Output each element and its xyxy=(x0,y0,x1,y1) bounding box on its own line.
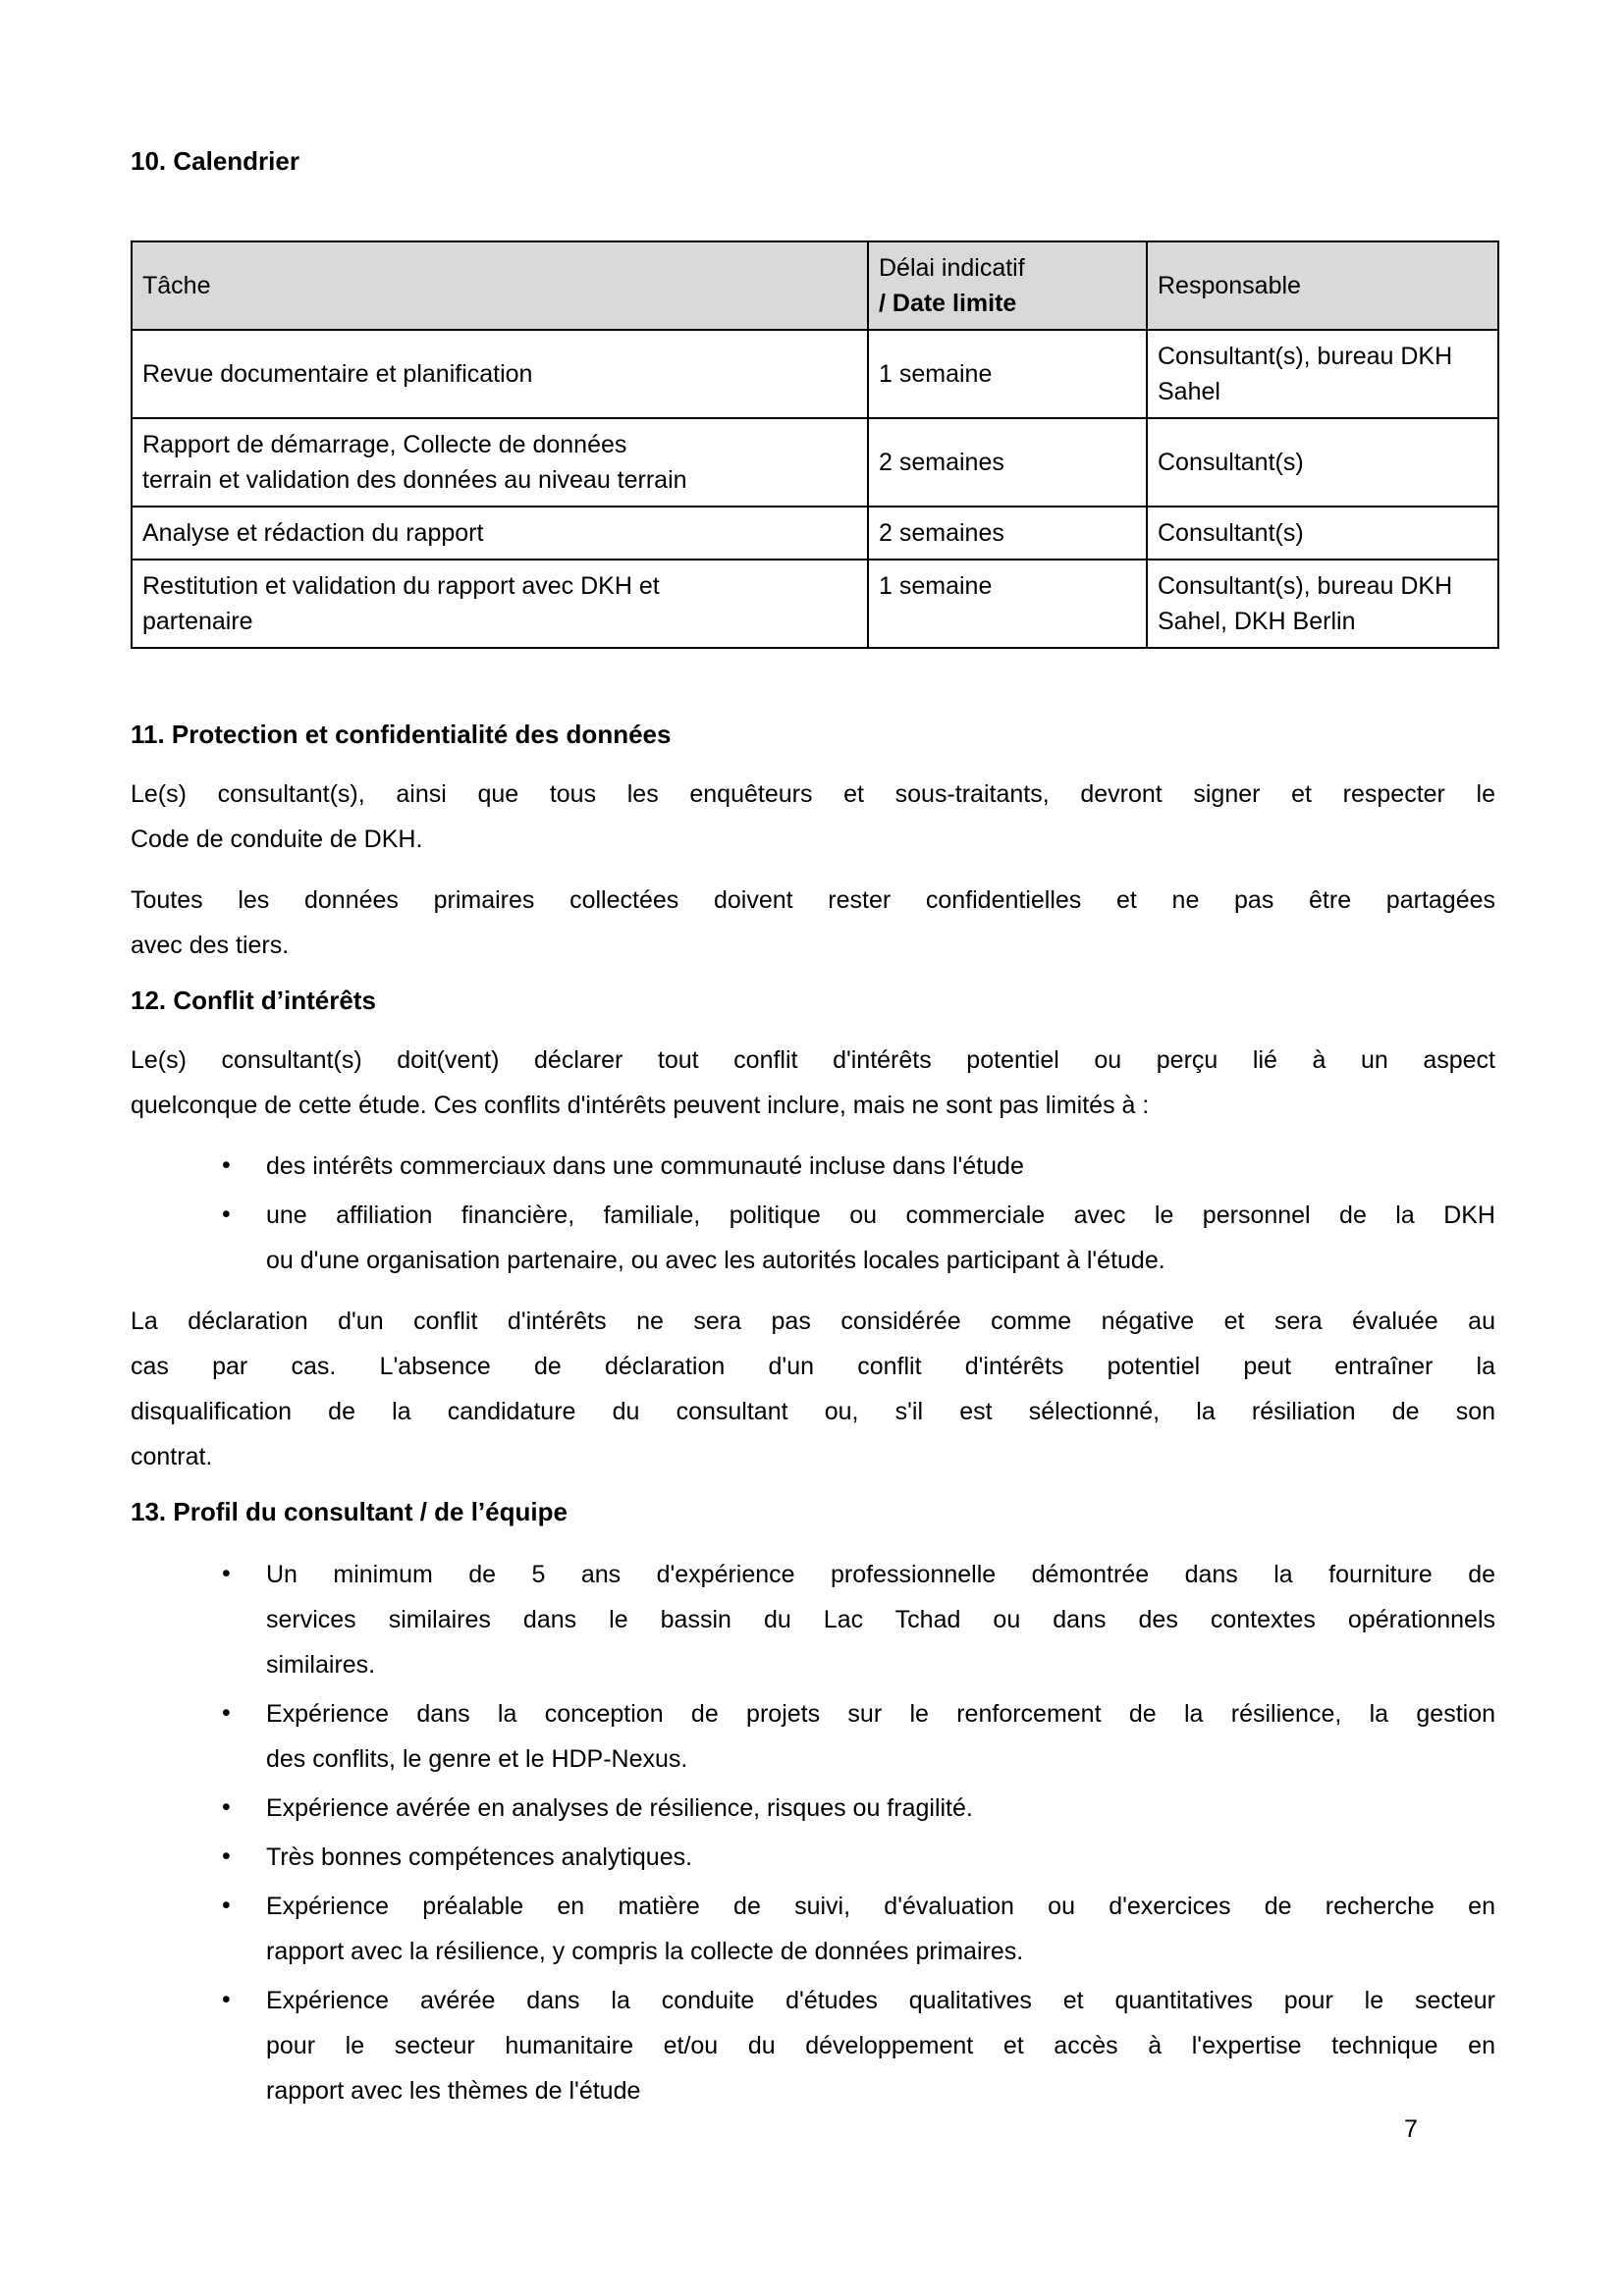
paragraph xyxy=(131,1038,1495,1128)
responsable-cell xyxy=(1147,560,1498,648)
paragraph xyxy=(131,878,1495,968)
task-text: Revue documentaire et planification xyxy=(142,360,533,388)
list-item-line: Expérience dans la conception de projets sur le renforcement de la résilience, la gestion xyxy=(266,1700,1495,1728)
delai-cell xyxy=(868,560,1147,648)
list-item xyxy=(131,1691,1495,1782)
delai-cell xyxy=(868,418,1147,507)
bullet-icon: • xyxy=(222,1842,231,1870)
responsable-text: Consultant(s) xyxy=(1158,449,1304,476)
list-item xyxy=(131,1884,1495,1974)
section-12-title: 12. Conflit d’intérêts xyxy=(131,986,376,1015)
paragraph-line: Le(s) consultant(s), ainsi que tous les enquêteurs et sous-traitants, devront signer et respecter le xyxy=(131,780,1495,808)
responsable-cell xyxy=(1147,507,1498,560)
paragraph-line: contrat. xyxy=(131,1443,213,1470)
paragraph-line: quelconque de cette étude. Ces conflits d'intérêts peuvent inclure, mais ne sont pas limités à : xyxy=(131,1092,1150,1119)
responsable-cell xyxy=(1147,418,1498,507)
task-text: Rapport de démarrage, Collecte de données xyxy=(142,431,627,458)
section-13-title: 13. Profil du consultant / de l’équipe xyxy=(131,1497,568,1526)
delai-text: 1 semaine xyxy=(879,360,993,388)
delai-text: 2 semaines xyxy=(879,519,1004,547)
list-item-line: Expérience avérée en analyses de résilience, risques ou fragilité. xyxy=(266,1794,973,1822)
bullet-icon: • xyxy=(222,1986,231,2013)
paragraph-line: cas par cas. L'absence de déclaration d'un conflit d'intérêts potentiel peut entraîner la xyxy=(131,1353,1495,1380)
responsable-text: Consultant(s) xyxy=(1158,519,1304,547)
task-text: Restitution et validation du rapport avec DKH et xyxy=(142,572,660,600)
table-row xyxy=(132,507,1498,560)
table-header-delai xyxy=(868,241,1147,330)
list-item xyxy=(131,1193,1495,1283)
delai-text: 2 semaines xyxy=(879,449,1004,476)
list-item-line: Expérience préalable en matière de suivi, d'évaluation ou d'exercices de recherche en xyxy=(266,1893,1495,1920)
responsable-text: Sahel, DKH Berlin xyxy=(1158,608,1356,635)
list-item xyxy=(131,1978,1495,2113)
table-row xyxy=(132,560,1498,648)
delai-text: 1 semaine xyxy=(879,572,993,600)
task-cell xyxy=(132,507,868,560)
document-content xyxy=(131,0,1495,2129)
list-item-line: Expérience avérée dans la conduite d'études qualitatives et quantitatives pour le secteur xyxy=(266,1987,1495,2014)
list-item-line: une affiliation financière, familiale, politique ou commerciale avec le personnel de la DKH xyxy=(266,1201,1495,1229)
delai-cell xyxy=(868,330,1147,418)
list-item-line: Un minimum de 5 ans d'expérience professionnelle démontrée dans la fourniture de xyxy=(266,1561,1495,1588)
list-item-line: ou d'une organisation partenaire, ou avec les autorités locales participant à l'étude. xyxy=(266,1247,1165,1274)
paragraph xyxy=(131,1299,1495,1479)
bullet-icon: • xyxy=(222,1151,231,1179)
table-header-delai-line2: / Date limite xyxy=(879,290,1017,317)
paragraph-line: avec des tiers. xyxy=(131,932,290,959)
paragraph xyxy=(131,772,1495,862)
calendar-table xyxy=(131,240,1499,649)
section-10-title: 10. Calendrier xyxy=(131,146,299,176)
bullet-list xyxy=(131,1144,1495,1283)
task-cell xyxy=(132,418,868,507)
table-row xyxy=(132,330,1498,418)
list-item-line: services similaires dans le bassin du Lac Tchad ou dans des contextes opérationnels xyxy=(266,1606,1495,1633)
responsable-text: Consultant(s), bureau DKH xyxy=(1158,343,1453,370)
bullet-icon: • xyxy=(222,1560,231,1587)
responsable-cell xyxy=(1147,330,1498,418)
bullet-icon: • xyxy=(222,1793,231,1821)
section-11-title: 11. Protection et confidentialité des données xyxy=(131,720,672,749)
paragraph-line: Toutes les données primaires collectées doivent rester confidentielles et ne pas être partagées xyxy=(131,886,1495,914)
table-header-responsable xyxy=(1147,241,1498,330)
bullet-list xyxy=(131,1552,1495,2113)
table-header-delai-line1: Délai indicatif xyxy=(879,254,1025,282)
bullet-icon: • xyxy=(222,1892,231,1919)
table-header-tache xyxy=(132,241,868,330)
task-text: partenaire xyxy=(142,608,253,635)
list-item xyxy=(131,1786,1495,1831)
bullet-icon: • xyxy=(222,1201,231,1228)
task-text: terrain et validation des données au niveau terrain xyxy=(142,466,687,494)
table-header-responsable-label: Responsable xyxy=(1158,272,1301,299)
task-cell xyxy=(132,330,868,418)
paragraph-line: disqualification de la candidature du consultant ou, s'il est sélectionné, la résiliation de son xyxy=(131,1398,1495,1425)
list-item xyxy=(131,1144,1495,1189)
responsable-text: Sahel xyxy=(1158,378,1220,405)
table-header-row xyxy=(132,241,1498,330)
paragraph-line: La déclaration d'un conflit d'intérêts ne sera pas considérée comme négative et sera évaluée au xyxy=(131,1308,1495,1335)
list-item-line: similaires. xyxy=(266,1651,376,1679)
list-item-line: pour le secteur humanitaire et/ou du développement et accès à l'expertise technique en xyxy=(266,2032,1495,2059)
list-item-line: Très bonnes compétences analytiques. xyxy=(266,1843,693,1871)
paragraph-line: Code de conduite de DKH. xyxy=(131,826,423,853)
list-item-line: des intérêts commerciaux dans une communauté incluse dans l'étude xyxy=(266,1152,1024,1180)
responsable-text: Consultant(s), bureau DKH xyxy=(1158,572,1453,600)
list-item-line: rapport avec la résilience, y compris la collecte de données primaires. xyxy=(266,1938,1024,1965)
list-item-line: rapport avec les thèmes de l'étude xyxy=(266,2077,641,2105)
page-number: 7 xyxy=(1404,2115,1418,2143)
list-item xyxy=(131,1552,1495,1687)
list-item xyxy=(131,1835,1495,1880)
paragraph-line: Le(s) consultant(s) doit(vent) déclarer tout conflit d'intérêts potentiel ou perçu lié à un aspect xyxy=(131,1046,1495,1074)
bullet-icon: • xyxy=(222,1699,231,1727)
task-cell xyxy=(132,560,868,648)
delai-cell xyxy=(868,507,1147,560)
table-row xyxy=(132,418,1498,507)
task-text: Analyse et rédaction du rapport xyxy=(142,519,484,547)
list-item-line: des conflits, le genre et le HDP-Nexus. xyxy=(266,1745,688,1773)
table-header-tache-label: Tâche xyxy=(142,272,211,299)
